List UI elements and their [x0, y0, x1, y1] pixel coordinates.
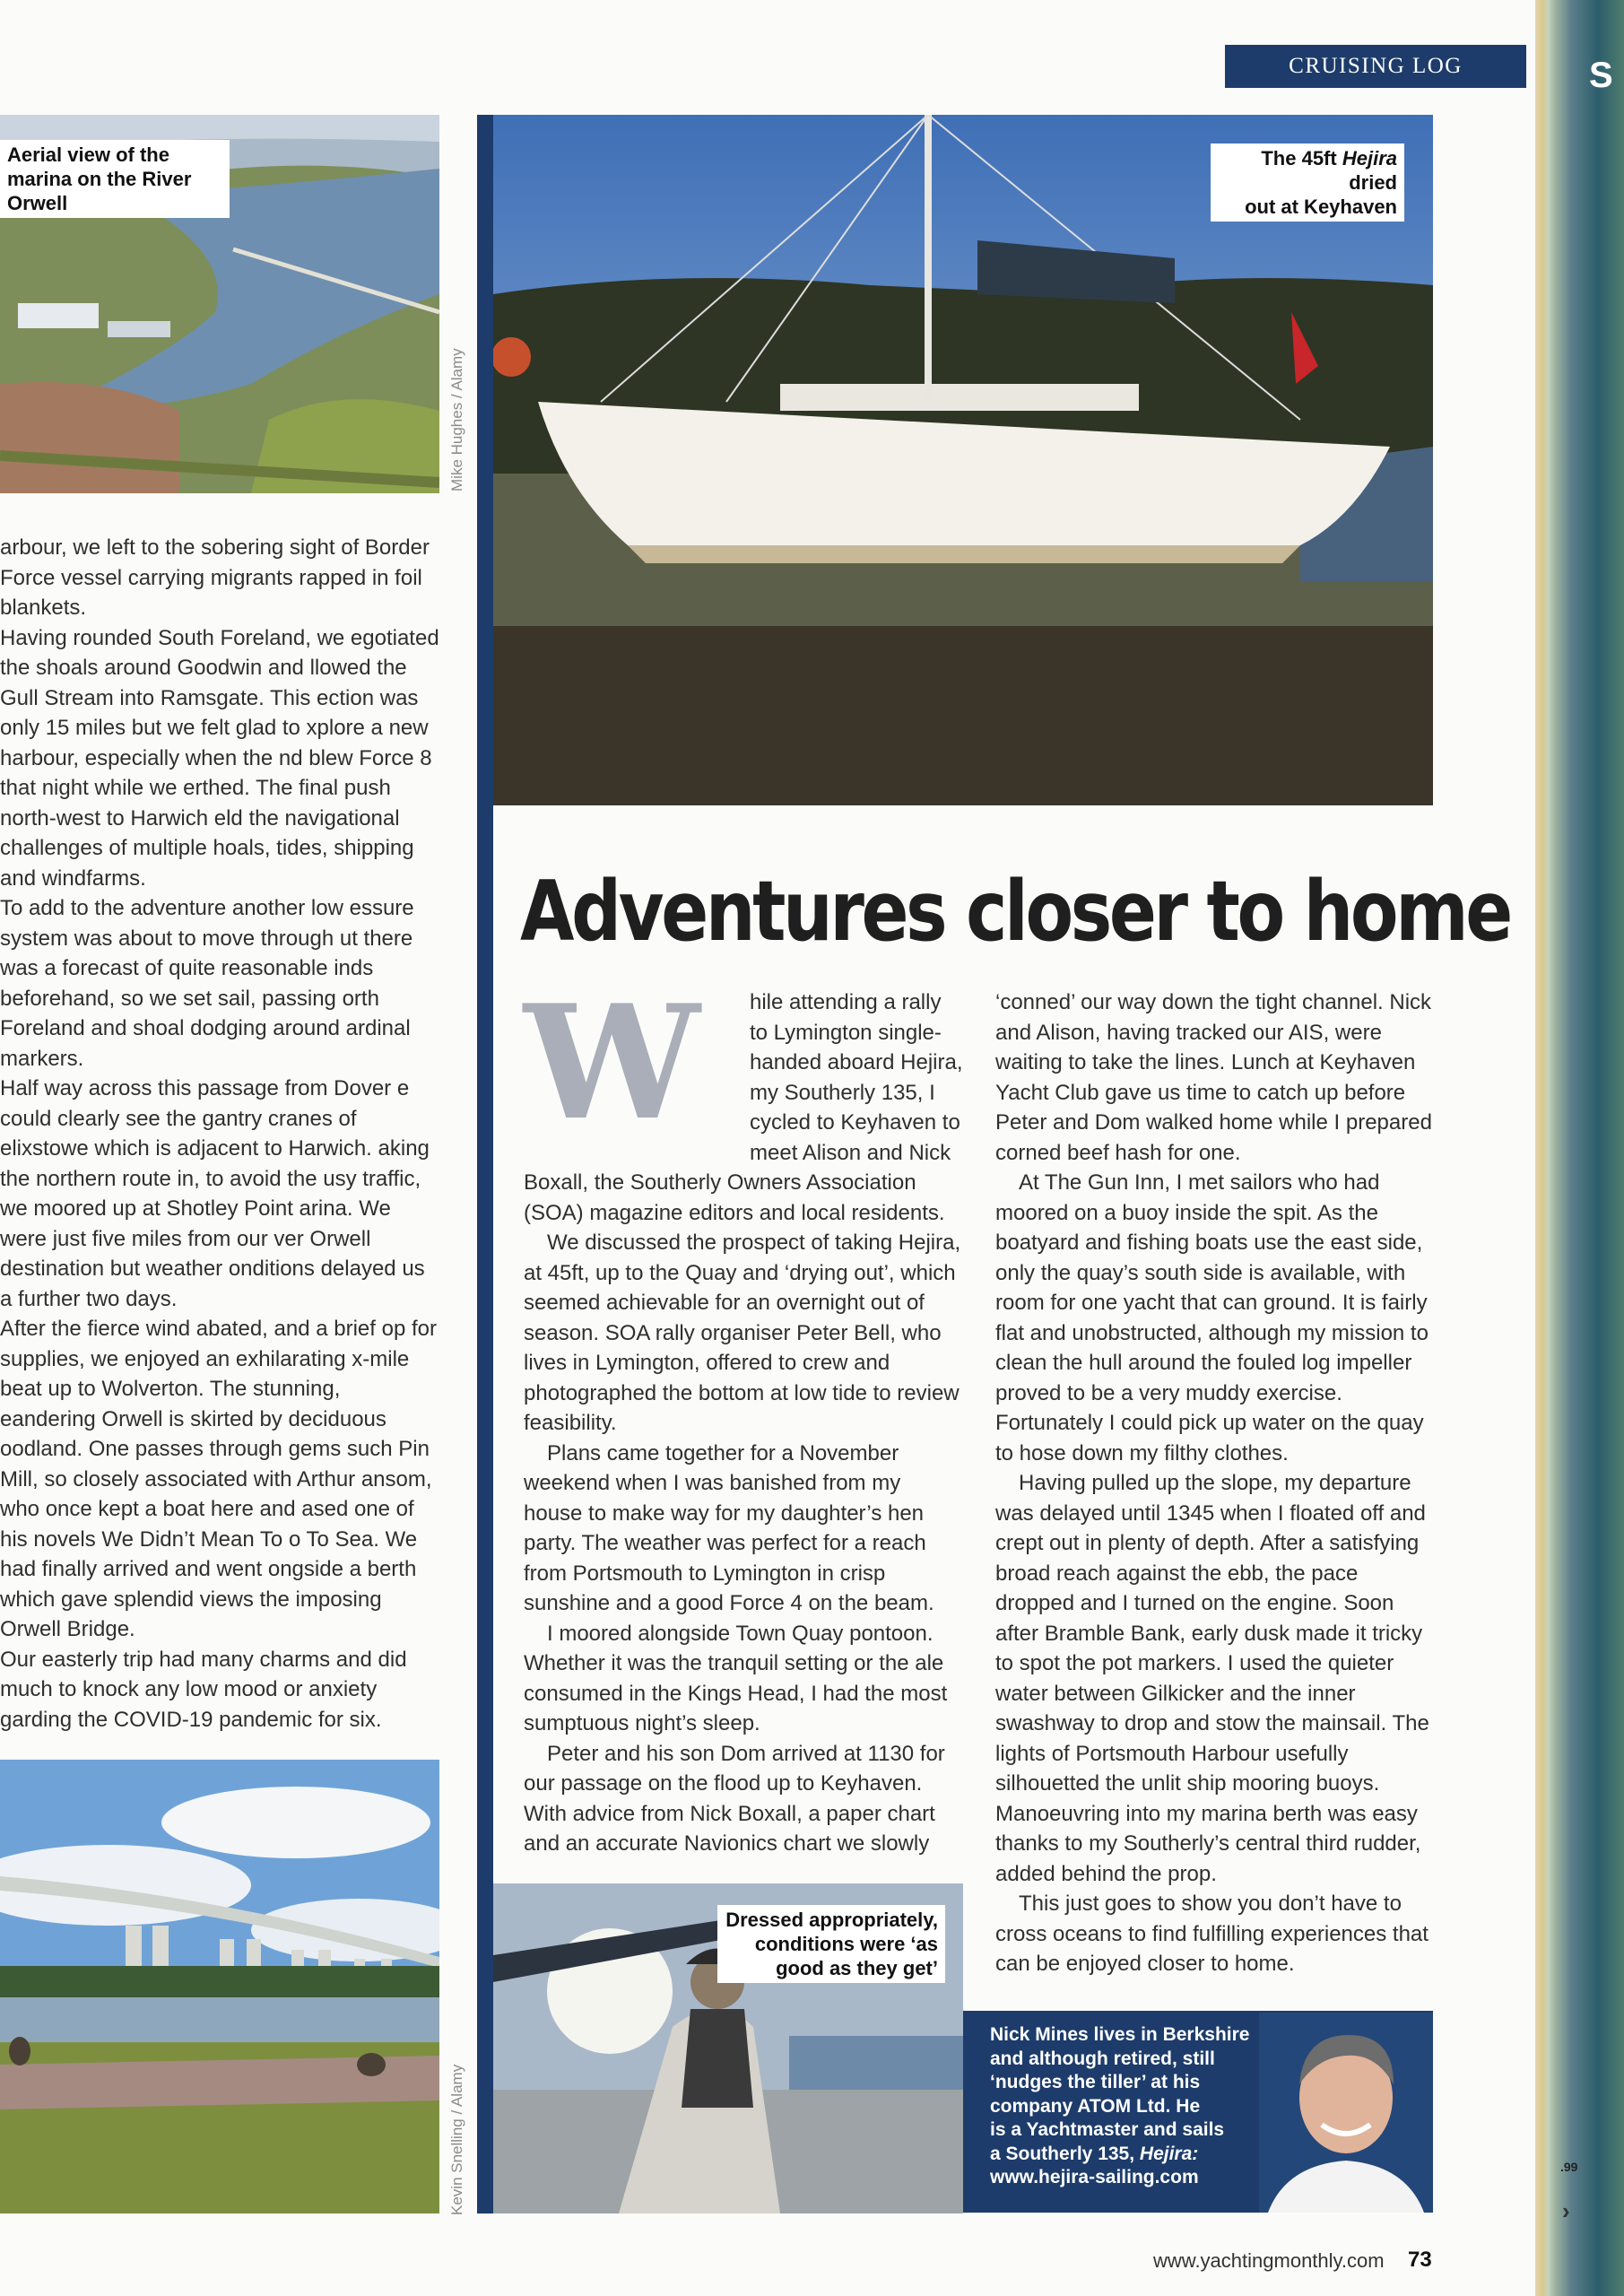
paragraph: arbour, we left to the sobering sight of Border Force vessel carrying migrants rapped in foil blankets. — [0, 535, 430, 620]
edge-letter: S — [1589, 56, 1613, 95]
yacht-caption-text: The 45ft — [1261, 147, 1337, 170]
paragraph: This just goes to show you don’t have to cross oceans to find fulfilling experiences that can be enjoyed closer to home. — [995, 1892, 1429, 1976]
paragraph: I moored alongside Town Quay pontoon. Whether it was the tranquil setting or the ale consumed in the Kings Head, I had the most sumptuous night’s sleep. — [524, 1621, 948, 1735]
footer-website: www.yachtingmonthly.com — [1153, 2249, 1385, 2272]
bridge-photo-graphic — [0, 1760, 439, 2213]
bio-line: is a Yachtmaster and sails — [990, 2119, 1225, 2140]
aerial-caption: Aerial view of the marina on the River Orwell — [0, 140, 230, 218]
yacht-caption-boatname: Hejira — [1342, 147, 1397, 170]
paragraph: After the fierce wind abated, and a brief op for supplies, we enjoyed an exhilarating x-mile beat up to Wolverton. The stunning, eandering Orwell is skirted by deciduous oodland. One passes through gems such Pin Mill, so closely associated with Arthur ansom, who once kept a boat here and ased one of his novels We Didn’t Mean To o To Sea. We had finally arrived and went ongside a berth which gave splendid views the imposing Orwell Bridge. — [0, 1317, 437, 1641]
bio-line: company ATOM Ltd. He — [990, 2095, 1201, 2117]
article-headline: Adventures closer to home — [520, 863, 1510, 960]
middle-column-text — [524, 971, 963, 1859]
author-bio-box — [963, 2011, 1433, 2213]
author-portrait — [1259, 2013, 1433, 2213]
page-number: 73 — [1408, 2248, 1432, 2272]
bio-line — [990, 2143, 1259, 2167]
aerial-photo-credit: Mike Hughes / Alamy — [448, 348, 465, 491]
bio-line: ‘nudges the tiller’ at his — [990, 2072, 1201, 2092]
bio-line: Nick Mines lives in Berkshire — [990, 2024, 1250, 2045]
sailor-caption: Dressed appropriately, conditions were ‘as good as they get’ — [717, 1905, 945, 1983]
drop-cap: W — [524, 971, 700, 1155]
column-divider-bar — [477, 115, 493, 2213]
paragraph: Our easterly trip had many charms and did much to knock any low mood or anxiety garding the COVID-19 pandemic for six. — [0, 1647, 407, 1732]
paragraph: Having rounded South Foreland, we egotiated the shoals around Goodwin and llowed the Gull Stream into Ramsgate. This ection was only 15 miles but we felt glad to xplore a new harbour, especially when the nd blew Force 8 that night while we erthed. The final push north-west to Harwich eld the navigational challenges of multiple hoals, tides, shipping and windfarms. — [0, 625, 439, 891]
yacht-caption-text-2: out at Keyhaven — [1245, 196, 1397, 218]
bio-line-text: a Southerly 135, — [990, 2143, 1135, 2164]
paragraph: We discussed the prospect of taking Hejira, at 45ft, up to the Quay and ‘drying out’, which seemed achievable for an overnight out of season. SOA rally organiser Peter Bell, who lives in Lymington, offered to crew and photographed the bottom at low tide to review feasibility. — [524, 1231, 961, 1435]
aerial-marina-photo — [0, 115, 439, 493]
chevron-right-icon: › — [1562, 2197, 1570, 2224]
paragraph: To add to the adventure another low essure system was about to move through ut there was a forecast of quite reasonable inds beforehand, so we set sail, passing orth Foreland and shoal dodging around ardinal markers. — [0, 896, 414, 1071]
opening-paragraph — [524, 971, 963, 1228]
edge-price: .99 — [1560, 2160, 1578, 2174]
paragraph: Half way across this passage from Dover e could clearly see the gantry cranes of elixstowe which is adjacent to Harwich. aking the northern route in, to avoid the usy traffic, we moored up at Shotley Point arina. We were just five miles from our ver Orwell destination but weather onditions delayed us a further two days. — [0, 1076, 430, 1311]
page-edge-strip — [1535, 0, 1624, 2296]
bio-url[interactable]: www.hejira-sailing.com — [990, 2167, 1199, 2187]
paragraph: Plans came together for a November weekend when I was banished from my house to make way for my daughter’s hen party. The weather was perfect for a reach from Portsmouth to Lymington in crisp sunshine and a good Force 4 on the beam. — [524, 1440, 934, 1615]
yacht-photo — [493, 115, 1433, 805]
left-column-text — [0, 533, 439, 1735]
paragraph: Having pulled up the slope, my departure was delayed until 1345 when I floated off and crept out in plenty of depth. After a satisfying broad reach against the ebb, the pace dropped and I turned on the engine. Soon after Bramble Bank, early dusk made it tricky to spot the pot markers. I used the quieter water between Gilkicker and the inner swashway to drop and stow the mainsail. The lights of Portsmouth Harbour usefully silhouetted the unlit ship mooring buoys. Manoeuvring into my marina berth was easy thanks to my Southerly’s central third rudder, added behind the prop. — [995, 1471, 1429, 1886]
yacht-caption-text-end: dried — [1349, 171, 1397, 194]
paragraph: At The Gun Inn, I met sailors who had moored on a buoy inside the spit. As the boatyard and fishing boats use the east side, only the quay’s south side is available, with room for one yacht that can ground. It is fairly flat and unobstructed, although my mission to clean the hull around the fouled log impeller proved to be a very muddy exercise. Fortunately I could pick up water on the quay to hose down my filthy clothes. — [995, 1170, 1429, 1465]
paragraph: Peter and his son Dom arrived at 1130 for our passage on the flood up to Keyhaven. With advice from Nick Boxall, a paper chart and an accurate Navionics chart we slowly — [524, 1741, 945, 1856]
author-bio-text — [990, 2023, 1259, 2190]
paragraph: ‘conned’ our way down the tight channel. Nick and Alison, having tracked our AIS, were waiting to take the lines. Lunch at Keyhaven Yacht Club gave us time to catch up before Peter and Dom walked home while I prepared corned beef hash for one. — [995, 990, 1432, 1165]
right-column-text — [995, 987, 1435, 1979]
bio-line: and although retired, still — [990, 2048, 1215, 2069]
bridge-photo-credit: Kevin Snelling / Alamy — [448, 2064, 465, 2215]
opening-text: hile attending a rally to Lymington single-handed aboard Hejira, my Southerly 135, I cycled to Keyhaven to meet Alison and Nick Boxall, the Southerly Owners Association (SOA) magazine editors and local residents. — [524, 990, 963, 1225]
orwell-bridge-photo — [0, 1760, 439, 2213]
yacht-caption — [1211, 144, 1404, 222]
section-tab: CRUISING LOG — [1225, 45, 1526, 88]
sailor-photo — [493, 1883, 963, 2213]
bio-boat-name: Hejira: — [1139, 2143, 1199, 2164]
